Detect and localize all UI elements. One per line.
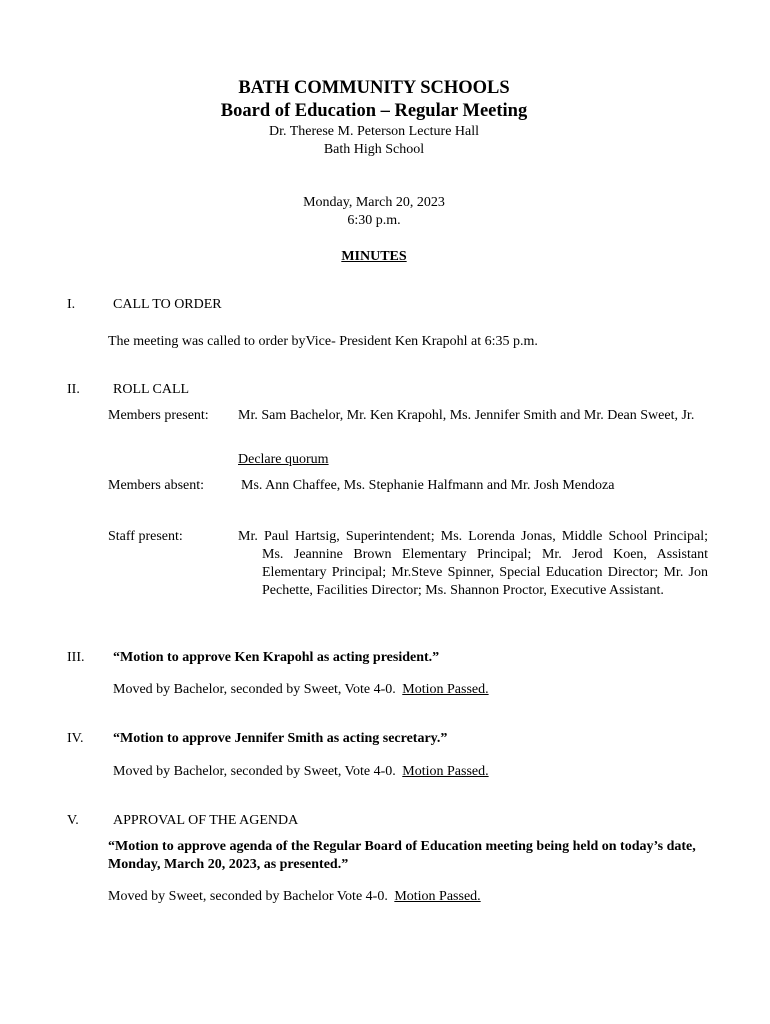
- staff-present-value: Mr. Paul Hartsig, Superintendent; Ms. Lorenda Jonas, Middle School Principal; Ms. Jeannine Brown Elementary Principal; Mr. Jerod Koen, Assistant Elementary Principal; Mr.Steve Spinner, Special Education Director; Mr. Jon Pechette, Facilities Director; Ms. Shannon Proctor, Executive Assistant.: [238, 529, 708, 598]
- vote-text: Moved by Bachelor, seconded by Sweet, Vote 4-0.: [113, 764, 396, 779]
- document-title: MINUTES: [341, 249, 407, 264]
- declare-quorum: Declare quorum: [238, 452, 329, 467]
- org-name: BATH COMMUNITY SCHOOLS: [238, 78, 510, 98]
- staff-present-label: Staff present:: [108, 529, 183, 544]
- vote-text: Moved by Bachelor, seconded by Sweet, Vote 4-0.: [113, 682, 396, 697]
- members-absent-label: Members absent:: [108, 478, 205, 493]
- school: Bath High School: [323, 142, 425, 157]
- meeting-time: 6:30 p.m.: [347, 213, 401, 228]
- vote-text: Moved by Sweet, seconded by Bachelor Vote 4-0.: [108, 889, 388, 904]
- section-heading: APPROVAL OF THE AGENDA: [113, 813, 299, 828]
- vote-line: [108, 888, 481, 906]
- section-heading: CALL TO ORDER: [113, 297, 222, 312]
- motion-result: Motion Passed.: [402, 682, 489, 697]
- motion-result: Motion Passed.: [402, 764, 489, 779]
- section-heading: ROLL CALL: [113, 382, 190, 397]
- vote-line: [113, 763, 489, 781]
- motion-result: Motion Passed.: [394, 889, 481, 904]
- section-number: II.: [67, 382, 80, 397]
- section-number: I.: [67, 297, 76, 312]
- motion-text: “Motion to approve agenda of the Regular Board of Education meeting being held on today’s date, Monday, March 20, 2023, as presented.”: [108, 839, 696, 872]
- meeting-title: Board of Education – Regular Meeting: [220, 101, 528, 121]
- section-number: V.: [67, 813, 79, 828]
- members-present-label: Members present:: [108, 408, 209, 423]
- motion-text: “Motion to approve Ken Krapohl as acting president.”: [113, 650, 440, 665]
- members-absent-value: Ms. Ann Chaffee, Ms. Stephanie Halfmann and Mr. Josh Mendoza: [241, 478, 615, 493]
- motion-text: “Motion to approve Jennifer Smith as acting secretary.”: [113, 731, 448, 746]
- section-number: III.: [67, 650, 85, 665]
- members-present-value: Mr. Sam Bachelor, Mr. Ken Krapohl, Ms. Jennifer Smith and Mr. Dean Sweet, Jr.: [238, 408, 695, 423]
- meeting-date: Monday, March 20, 2023: [303, 195, 445, 210]
- section-number: IV.: [67, 731, 84, 746]
- vote-line: [113, 681, 489, 699]
- venue: Dr. Therese M. Peterson Lecture Hall: [268, 124, 480, 139]
- call-to-order-text: The meeting was called to order byVice- President Ken Krapohl at 6:35 p.m.: [108, 334, 538, 349]
